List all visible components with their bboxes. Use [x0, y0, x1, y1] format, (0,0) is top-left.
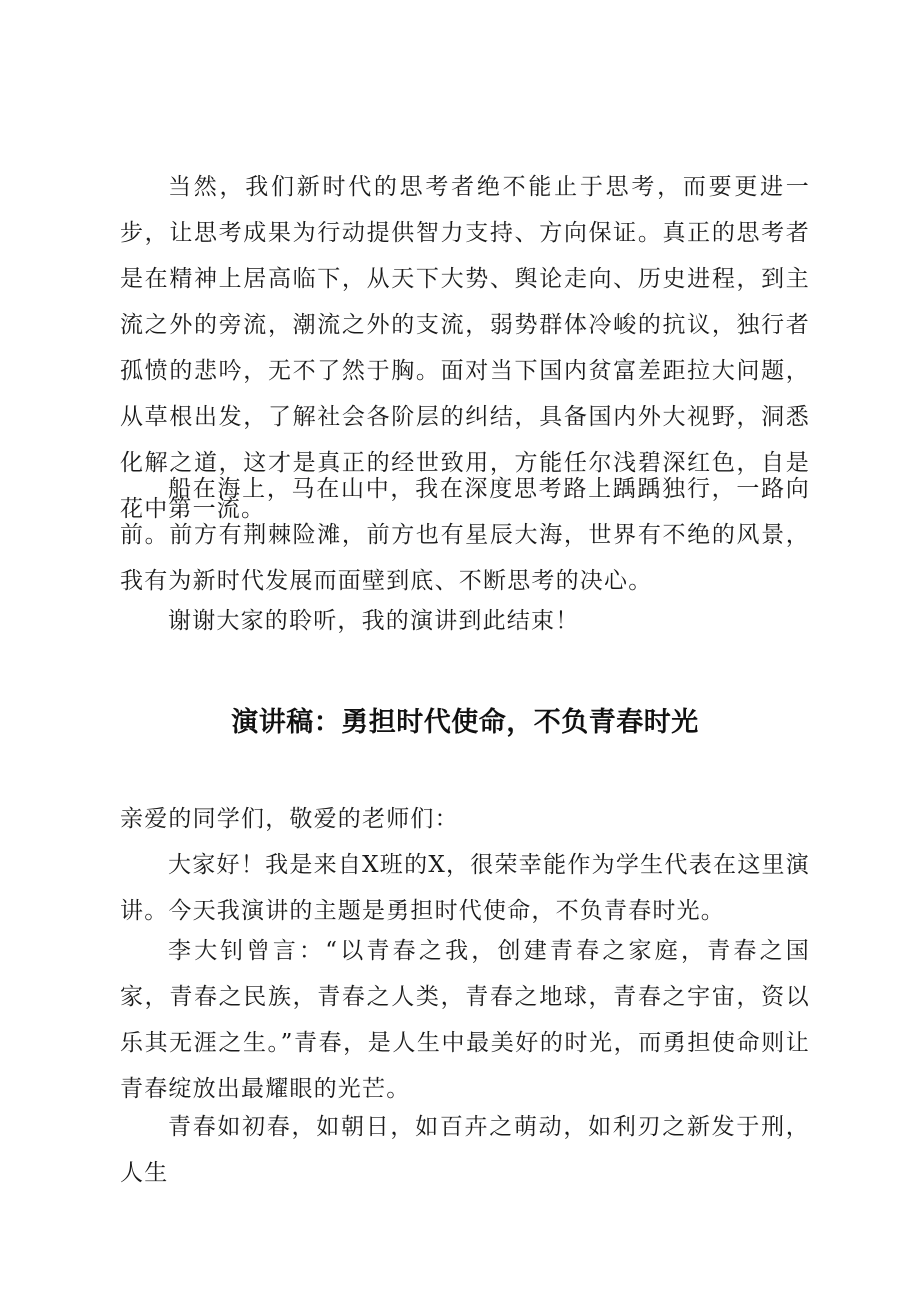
paragraph-li-dazhao-quote: 李大钊曾言：“以青春之我，创建青春之家庭，青春之国家，青春之民族，青春之人类，青春之地球，青春之宇宙，资以乐其无涯之生。”青春，是人生中最美好的时光，而勇担使命则让青春绽放出最耀眼的光芒。: [120, 938, 810, 1102]
speech-title: 演讲稿：勇担时代使命，不负青春时光: [231, 707, 699, 738]
paragraph-thanks: 谢谢大家的聆听，我的演讲到此结束！: [168, 608, 580, 634]
paragraph-greeting: 大家好！我是来自X班的X，很荣幸能作为学生代表在这里演讲。今天我演讲的主题是勇担时代使命，不负青春时光。: [120, 852, 810, 924]
paragraph-youth-like-spring: 青春如初春，如朝日，如百卉之萌动，如利刃之新发于刑，人生: [120, 1114, 810, 1186]
paragraph-thinkers-action: 当然，我们新时代的思考者绝不能止于思考，而要更进一步，让思考成果为行动提供智力支持、方向保证。真正的思考者是在精神上居高临下，从天下大势、舆论走向、历史进程，到主流之外的旁流，潮流之外的支流，弱势群体冷峻的抗议，独行者孤愤的悲吟，无不了然于胸。面对当下国内贫富差距拉大问题，从草根出发，了解社会各阶层的纠结，具备国内外大视野，洞悉化解之道，这才是真正的经世致用，方能任尔浅碧深红色，自是花中第一流。: [120, 174, 810, 522]
paragraph-ship-at-sea: 船在海上，马在山中，我在深度思考路上踽踽独行，一路向前。前方有荆棘险滩，前方也有星辰大海，世界有不绝的风景，我有为新时代发展而面壁到底、不断思考的决心。: [120, 476, 810, 594]
salutation: 亲爱的同学们，敬爱的老师们：: [120, 806, 459, 832]
